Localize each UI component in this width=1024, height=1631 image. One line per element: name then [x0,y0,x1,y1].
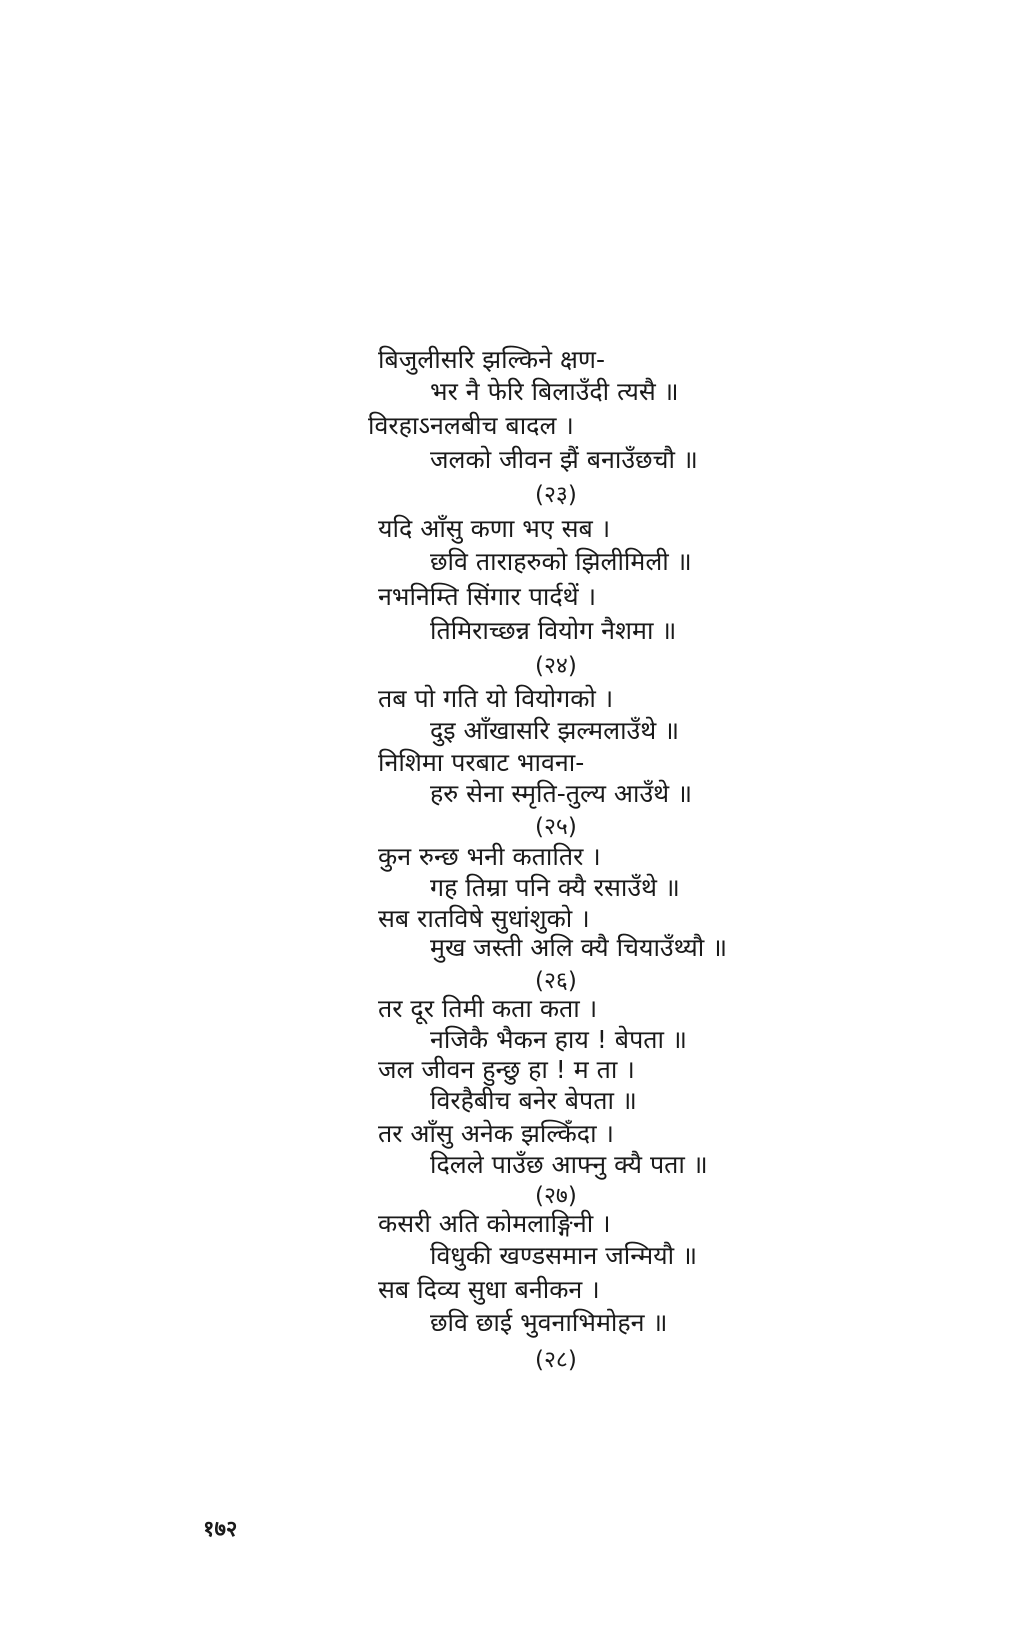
verse-line: छवि ताराहरुको झिलीमिली ॥ [430,547,692,576]
verse-line: विधुकी खण्डसमान जन्मियौ ॥ [430,1241,698,1270]
verse-line: तिमिराच्छन्न वियोग नैशमा ॥ [430,616,677,645]
verse-number: (२३) [535,482,577,508]
verse-line: दिलले पाउँछ आफ्नु क्यै पता ॥ [430,1150,708,1179]
verse-line: कुन रुन्छ भनी कतातिर । [378,842,601,871]
verse-line: जलको जीवन झैं बनाउँछचौ ॥ [430,445,698,474]
verse-number: (२५) [535,814,577,840]
verse-line: नजिकै भैकन हाय ! बेपता ॥ [430,1025,687,1054]
verse-line: तब पो गति यो वियोगको । [378,684,614,713]
verse-line: विरहाऽनलबीच बादल । [368,411,574,440]
verse-line: छवि छाई भुवनाभिमोहन ॥ [430,1308,668,1337]
verse-number: (२४) [535,653,577,679]
verse-line: जल जीवन हुन्छु हा ! म ता । [378,1055,635,1084]
verse-line: सब रातविषे सुधांशुको । [378,904,590,933]
verse-number: (२६) [535,968,577,994]
verse-line: तर दूर तिमी कता कता । [378,994,598,1023]
verse-line: यदि आँसु कणा भए सब । [378,514,611,543]
verse-line: कसरी अति कोमलाङ्गिनी । [378,1209,611,1238]
page-number: १७२ [203,1517,238,1542]
verse-number: (२७) [535,1183,577,1209]
verse-line: मुख जस्ती अलि क्यै चियाउँथ्यौ ॥ [430,933,728,962]
verse-number: (२८) [535,1347,577,1373]
verse-line: नभनिम्ति सिंगार पार्दथें । [378,582,597,611]
verse-line: तर आँसु अनेक झल्किँदा । [378,1119,614,1148]
verse-line: दुइ आँखासरि झल्मलाउँथे ॥ [430,716,680,745]
verse-line: भर नै फेरि बिलाउँदी त्यसै ॥ [430,377,679,406]
verse-line: सब दिव्य सुधा बनीकन । [378,1275,600,1304]
verse-line: हरु सेना स्मृति-तुल्य आउँथे ॥ [430,779,693,808]
verse-line: निशिमा परबाट भावना- [378,748,585,777]
verse-line: बिजुलीसरि झल्किने क्षण- [378,345,605,374]
verse-line: गह तिम्रा पनि क्यै रसाउँथे ॥ [430,873,680,902]
verse-line: विरहैबीच बनेर बेपता ॥ [430,1086,637,1115]
